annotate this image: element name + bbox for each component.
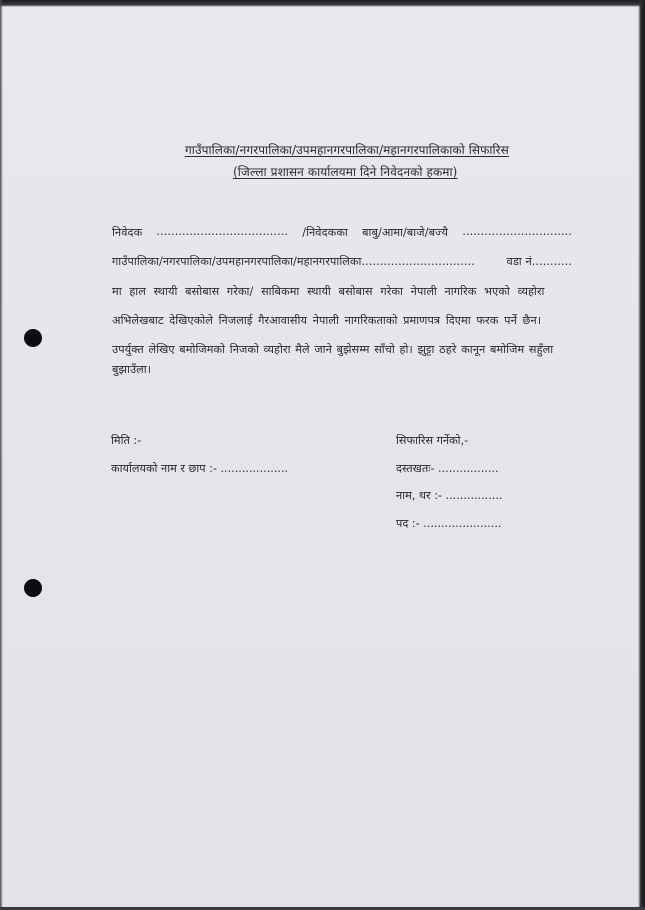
- body-line-applicant: [112, 225, 572, 240]
- applicant-relation-options: बाबु/आमा/बाजे/बज्यै: [362, 226, 449, 239]
- municipality-blank: गाउँपालिका/नगरपालिका/उपमहानगरपालिका/महानगरपालिका...............................: [112, 255, 475, 268]
- document-subtitle: (जिल्ला प्रशासन कार्यालयमा दिने निवेदनको हकमा): [233, 165, 458, 179]
- applicant-relation-label: /निवेदकका: [302, 226, 348, 239]
- punch-hole-top: [24, 329, 42, 347]
- signature-field: दस्तखतः- .................: [396, 462, 499, 475]
- recommender-heading: सिफारिस गर्नेको,-: [396, 434, 469, 447]
- body-line-4: अभिलेखबाट देखिएकोले निजलाई गैरआवासीय नेपाली नागरिकताको प्रमाणपत्र दिएमा फरक पर्ने छैन।: [112, 314, 542, 327]
- applicant-relation-blank: ..............................: [462, 225, 572, 238]
- body-line-3: मा हाल स्थायी बसोबास गरेका/ साबिकमा स्थायी बसोबास गरेका नेपाली नागरिक भएको व्यहोरा: [112, 285, 545, 298]
- scan-edge-right: [638, 0, 645, 910]
- name-surname-field: नाम, थर :- ................: [396, 489, 503, 502]
- body-line-5: उपर्युक्त लेखिए बमोजिमको निजको व्यहोरा मैले जाने बुझेसम्म साँचो हो। झुट्टा ठहरे कानून बमोजिम सहुँला: [112, 343, 554, 356]
- body-line-municipality: [112, 254, 572, 269]
- date-field: मिति :-: [111, 434, 142, 447]
- body-line-6: बुझाउँला।: [112, 363, 152, 376]
- document-title: गाउँपालिका/नगरपालिका/उपमहानगरपालिका/महानगरपालिकाको सिफारिस: [185, 143, 509, 157]
- ward-number-blank: वडा नं...........: [506, 255, 572, 268]
- applicant-blank: ....................................: [156, 225, 289, 238]
- office-name-stamp-field: कार्यालयको नाम र छाप :- ...................: [111, 462, 289, 475]
- scan-edge-top: [0, 0, 645, 7]
- post-field: पद :- ......................: [396, 517, 502, 530]
- punch-hole-bottom: [24, 579, 42, 597]
- scan-edge-left: [0, 0, 3, 910]
- applicant-label: निवेदक: [112, 226, 143, 239]
